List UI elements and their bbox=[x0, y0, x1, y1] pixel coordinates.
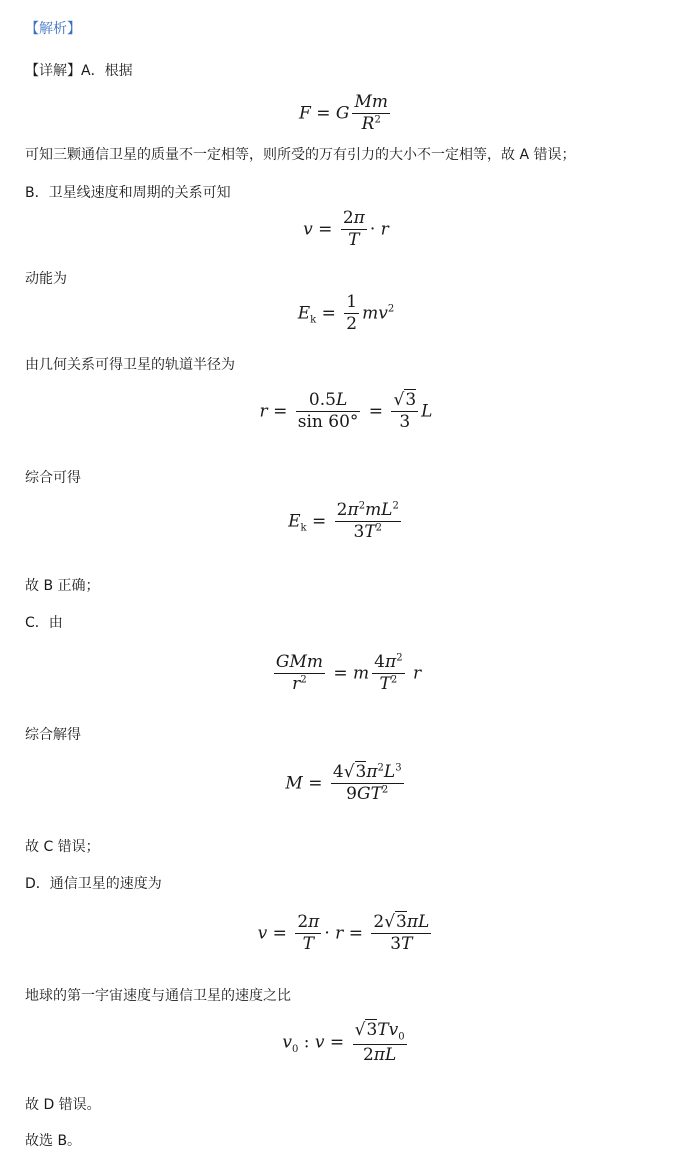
explanation-line: B．卫星线速度和周期的关系可知 bbox=[25, 185, 231, 201]
explanation-line: 由几何关系可得卫星的轨道半径为 bbox=[25, 357, 235, 373]
equation-orbit-radius: r = $\frac{0.5L}{\sin 60^\circ}$ = $\frac{√3}{3}$ L bbox=[259, 390, 433, 433]
explanation-line: 可知三颗通信卫星的质量不一定相等，则所受的万有引力的大小不一定相等，故 A 错误； bbox=[25, 147, 576, 163]
explanation-line: D．通信卫星的速度为 bbox=[25, 876, 162, 892]
explanation-line: 综合解得 bbox=[25, 727, 81, 743]
equation-kinetic-energy-result: $E_k$ = $\frac{2\pi^2mL^2}{3T^2}$ bbox=[288, 500, 399, 543]
explanation-line: 故 C 错误； bbox=[25, 839, 100, 855]
equation-satellite-velocity: v = $\frac{2\pi}{T}$ · r = $\frac{2√3\pi L}{3T}$ bbox=[257, 912, 430, 955]
equation-gravity: F = G $\frac{Mm}{R^2}$ bbox=[299, 92, 388, 135]
equation-gravity-centripetal: $\frac{\text{GMm}}{r^2}$ = m $\frac{4\pi^2}{T^2}$ r bbox=[275, 652, 422, 695]
explanation-line: C．由 bbox=[25, 615, 63, 631]
explanation-line: 故选 B。 bbox=[25, 1133, 82, 1149]
explanation-line: 【详解】A．根据 bbox=[25, 63, 133, 79]
equation-kinetic-energy: $E_k$ = $\frac{1}{2}$ $mv^2$ bbox=[297, 292, 395, 335]
equation-velocity-ratio: $v_0$ : v = $\frac{√3Tv_0}{2\pi L}$ bbox=[282, 1020, 405, 1065]
equation-earth-mass: M = $\frac{4√3\pi^2L^3}{9GT^2}$ bbox=[285, 762, 402, 805]
equation-velocity: v = $\frac{2\pi}{T}$ · r bbox=[303, 208, 389, 251]
explanation-line: 地球的第一宇宙速度与通信卫星的速度之比 bbox=[25, 988, 291, 1004]
explanation-line: 故 D 错误。 bbox=[25, 1097, 101, 1113]
section-heading: 【解析】 bbox=[25, 21, 81, 37]
explanation-line: 综合可得 bbox=[25, 470, 81, 486]
explanation-line: 故 B 正确； bbox=[25, 578, 100, 594]
explanation-line: 动能为 bbox=[25, 271, 67, 287]
